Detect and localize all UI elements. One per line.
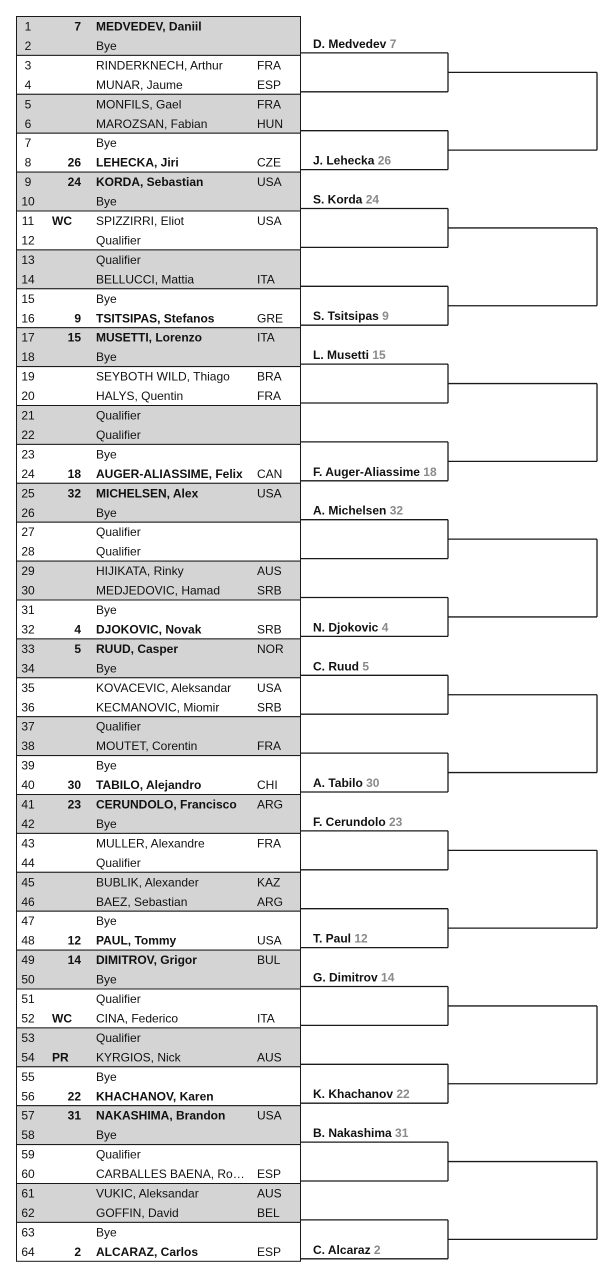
player-name: CARBALLES BAENA, Ro… — [96, 1167, 245, 1182]
draw-position: 9 — [24, 175, 32, 190]
draw-position: 64 — [21, 1244, 35, 1259]
player-name: Bye — [96, 1128, 117, 1143]
draw-position: 12 — [21, 233, 35, 248]
draw-position: 10 — [21, 194, 35, 209]
player-name: RUUD, Casper — [96, 641, 179, 656]
player-name: Qualifier — [96, 992, 141, 1006]
player-name: Bye — [96, 816, 117, 831]
player-country: ITA — [257, 272, 275, 287]
draw-position: 4 — [24, 77, 32, 92]
player-name: Qualifier — [96, 408, 141, 423]
player-country: ESP — [257, 1167, 282, 1182]
player-name: Qualifier — [96, 1147, 141, 1162]
player-country: ITA — [257, 330, 275, 345]
draw-position: 25 — [21, 486, 35, 501]
draw-position: 53 — [21, 1030, 35, 1045]
player-name: Bye — [96, 447, 117, 462]
draw-position: 60 — [21, 1167, 35, 1182]
advancing-player: J. Lehecka 26 — [313, 153, 392, 168]
seed-number: 31 — [67, 1108, 81, 1123]
draw-rows — [17, 17, 301, 1262]
player-country: SRB — [257, 583, 282, 598]
player-name: Qualifier — [96, 719, 141, 734]
draw-position: 11 — [21, 214, 35, 228]
player-country: BUL — [257, 953, 281, 968]
player-country: USA — [257, 175, 282, 190]
player-name: MONFILS, Gael — [96, 97, 182, 112]
draw-position: 28 — [21, 544, 35, 559]
seed-number: 22 — [67, 1089, 81, 1104]
draw-position: 52 — [21, 1011, 35, 1026]
draw-position: 51 — [21, 992, 35, 1006]
draw-position: 41 — [21, 797, 35, 812]
seed-number: 9 — [74, 311, 81, 326]
player-name: BUBLIK, Alexander — [96, 875, 199, 890]
entry-tag: WC — [52, 1011, 72, 1026]
player-name: Qualifier — [96, 525, 141, 540]
advancing-player: G. Dimitrov 14 — [313, 970, 395, 985]
draw-position: 43 — [21, 836, 35, 851]
draw-position: 33 — [21, 641, 35, 656]
player-country: FRA — [257, 389, 281, 404]
draw-position: 20 — [21, 389, 35, 404]
player-name: Bye — [96, 194, 117, 209]
player-name: Qualifier — [96, 427, 141, 442]
player-name: MUSETTI, Lorenzo — [96, 330, 202, 345]
draw-position: 36 — [21, 700, 35, 715]
player-name: MEDVEDEV, Daniil — [96, 19, 202, 34]
player-country: SRB — [257, 622, 282, 637]
draw-position: 30 — [21, 583, 35, 598]
seed-number: 18 — [67, 466, 81, 481]
seed-number: 5 — [74, 641, 81, 656]
draw-position: 63 — [21, 1225, 35, 1240]
player-name: AUGER-ALIASSIME, Felix — [96, 466, 243, 481]
advancing-player: F. Cerundolo 23 — [313, 814, 403, 829]
player-name: MAROZSAN, Fabian — [96, 116, 208, 131]
player-country: FRA — [257, 836, 281, 851]
player-name: KHACHANOV, Karen — [96, 1089, 214, 1104]
draw-position: 7 — [24, 136, 32, 151]
player-name: CERUNDOLO, Francisco — [96, 797, 237, 812]
player-name: MICHELSEN, Alex — [96, 486, 199, 501]
player-name: Bye — [96, 914, 117, 929]
draw-position: 14 — [21, 272, 35, 287]
advancing-player: C. Ruud 5 — [313, 659, 370, 674]
player-name: HIJIKATA, Rinky — [96, 564, 184, 579]
player-country: KAZ — [257, 875, 281, 890]
advancing-player: K. Khachanov 22 — [313, 1087, 410, 1102]
draw-position: 49 — [21, 953, 35, 968]
player-name: MEDJEDOVIC, Hamad — [96, 583, 221, 598]
draw-position: 42 — [21, 816, 35, 831]
draw-position: 40 — [21, 778, 35, 793]
player-name: Bye — [96, 1225, 117, 1240]
player-name: Bye — [96, 972, 117, 987]
player-name: MUNAR, Jaume — [96, 77, 183, 92]
player-name: Bye — [96, 136, 117, 151]
draw-position: 26 — [21, 505, 35, 520]
bracket-lines — [301, 53, 598, 1259]
draw-position: 57 — [21, 1108, 35, 1123]
player-country: FRA — [257, 739, 281, 754]
player-name: TABILO, Alejandro — [96, 778, 202, 793]
player-name: KYRGIOS, Nick — [96, 1050, 181, 1065]
seed-number: 12 — [67, 933, 81, 948]
player-name: Qualifier — [96, 855, 141, 870]
seed-number: 32 — [67, 486, 81, 501]
entry-tag: PR — [52, 1050, 69, 1065]
draw-position: 44 — [21, 855, 35, 870]
player-country: BRA — [257, 369, 282, 384]
advancing-player: C. Alcaraz 2 — [313, 1242, 381, 1257]
player-country: FRA — [257, 97, 281, 112]
player-country: ITA — [257, 1011, 275, 1026]
player-country: GRE — [257, 311, 284, 326]
player-country: HUN — [257, 116, 283, 131]
player-name: HALYS, Quentin — [96, 389, 184, 404]
draw-position: 38 — [21, 739, 35, 754]
draw-position: 58 — [21, 1128, 35, 1143]
draw-position: 59 — [21, 1147, 35, 1162]
draw-position: 56 — [21, 1089, 35, 1104]
player-name: Bye — [96, 291, 117, 306]
draw-position: 61 — [21, 1186, 35, 1201]
seed-number: 26 — [67, 155, 81, 170]
player-country: USA — [257, 933, 282, 948]
player-name: DIMITROV, Grigor — [96, 953, 197, 968]
draw-position: 2 — [24, 38, 32, 53]
draw-position: 13 — [21, 252, 35, 267]
player-country: ESP — [257, 77, 282, 92]
player-name: KORDA, Sebastian — [96, 175, 204, 190]
player-name: GOFFIN, David — [96, 1205, 179, 1220]
draw-position: 34 — [21, 661, 35, 676]
round-2-labels — [313, 37, 437, 1257]
player-country: USA — [257, 486, 282, 501]
draw-position: 1 — [24, 19, 32, 34]
draw-position: 31 — [21, 603, 35, 617]
draw-position: 6 — [24, 116, 32, 131]
player-name: KOVACEVIC, Aleksandar — [96, 680, 232, 695]
player-name: SPIZZIRRI, Eliot — [96, 214, 185, 228]
draw-position: 27 — [21, 525, 35, 540]
draw-position: 55 — [21, 1069, 35, 1084]
draw-position: 15 — [21, 291, 35, 306]
player-name: CINA, Federico — [96, 1011, 179, 1026]
seed-number: 4 — [74, 622, 81, 637]
player-name: Qualifier — [96, 233, 141, 248]
player-country: ESP — [257, 1244, 282, 1259]
advancing-player: S. Tsitsipas 9 — [313, 309, 389, 324]
advancing-player: D. Medvedev 7 — [313, 36, 397, 51]
player-name: Bye — [96, 38, 117, 53]
seed-number: 14 — [67, 953, 81, 968]
draw-position: 47 — [21, 914, 35, 929]
player-country: CAN — [257, 466, 283, 481]
advancing-player: S. Korda 24 — [313, 192, 380, 207]
player-country: ARG — [257, 894, 284, 909]
draw-position: 54 — [21, 1050, 35, 1065]
advancing-player: L. Musetti 15 — [313, 348, 386, 363]
player-name: Qualifier — [96, 1030, 141, 1045]
advancing-player: B. Nakashima 31 — [313, 1126, 409, 1141]
player-name: NAKASHIMA, Brandon — [96, 1108, 226, 1123]
advancing-player: N. Djokovic 4 — [313, 620, 389, 635]
draw-position: 16 — [21, 311, 35, 326]
player-name: Bye — [96, 505, 117, 520]
player-country: AUS — [257, 1050, 282, 1065]
player-name: Bye — [96, 758, 117, 773]
player-name: MULLER, Alexandre — [96, 836, 205, 851]
player-country: USA — [257, 1108, 282, 1123]
player-country: USA — [257, 214, 282, 228]
player-name: BELLUCCI, Mattia — [96, 272, 195, 287]
draw-position: 32 — [21, 622, 35, 637]
seed-number: 30 — [67, 778, 81, 793]
seed-number: 15 — [67, 330, 81, 345]
draw-position: 50 — [21, 972, 35, 987]
draw-position: 48 — [21, 933, 35, 948]
seed-number: 2 — [74, 1244, 81, 1259]
player-name: TSITSIPAS, Stefanos — [96, 311, 215, 326]
advancing-player: A. Michelsen 32 — [313, 503, 404, 518]
player-name: Bye — [96, 1069, 117, 1084]
player-name: KECMANOVIC, Miomir — [96, 700, 220, 715]
player-country: AUS — [257, 1186, 282, 1201]
player-country: BEL — [257, 1205, 280, 1220]
player-country: AUS — [257, 564, 282, 579]
draw-position: 5 — [24, 97, 32, 112]
draw-position: 18 — [21, 350, 35, 365]
player-country: CZE — [257, 155, 281, 170]
draw-position: 62 — [21, 1205, 35, 1220]
player-country: SRB — [257, 700, 282, 715]
player-name: Qualifier — [96, 544, 141, 559]
draw-position: 3 — [24, 58, 32, 73]
draw-position: 37 — [21, 719, 35, 734]
draw-position: 19 — [21, 369, 35, 384]
draw-position: 45 — [21, 875, 35, 890]
player-name: MOUTET, Corentin — [96, 739, 198, 754]
seed-number: 23 — [67, 797, 81, 812]
advancing-player: A. Tabilo 30 — [313, 776, 380, 790]
draw-position: 22 — [21, 427, 35, 442]
draw-position: 29 — [21, 564, 35, 579]
draw-position: 35 — [21, 680, 35, 695]
draw-position: 24 — [21, 466, 35, 481]
draw-position: 21 — [21, 408, 35, 423]
draw-position: 39 — [21, 758, 35, 773]
draw-position: 17 — [21, 330, 35, 345]
draw-position: 46 — [21, 894, 35, 909]
player-country: USA — [257, 680, 282, 695]
seed-number: 24 — [67, 175, 81, 190]
player-name: BAEZ, Sebastian — [96, 894, 188, 909]
player-name: SEYBOTH WILD, Thiago — [96, 369, 230, 384]
match-block — [17, 406, 301, 445]
player-name: RINDERKNECH, Arthur — [96, 58, 223, 73]
player-country: NOR — [257, 641, 284, 656]
player-country: FRA — [257, 58, 281, 73]
player-country: ARG — [257, 797, 284, 812]
seed-number: 7 — [74, 19, 81, 34]
player-name: ALCARAZ, Carlos — [96, 1244, 199, 1259]
draw-position: 23 — [21, 447, 35, 462]
entry-tag: WC — [52, 214, 72, 228]
player-name: LEHECKA, Jiri — [96, 155, 179, 170]
match-block — [17, 522, 301, 561]
player-name: DJOKOVIC, Novak — [96, 622, 202, 637]
player-name: VUKIC, Aleksandar — [96, 1186, 199, 1201]
player-name: Bye — [96, 350, 117, 365]
advancing-player: T. Paul 12 — [313, 931, 368, 946]
player-name: Bye — [96, 661, 117, 676]
player-country: CHI — [257, 778, 278, 793]
player-name: Qualifier — [96, 252, 141, 267]
advancing-player: F. Auger-Aliassime 18 — [313, 464, 437, 479]
player-name: PAUL, Tommy — [96, 933, 177, 948]
draw-position: 8 — [24, 155, 32, 170]
player-name: Bye — [96, 603, 117, 617]
